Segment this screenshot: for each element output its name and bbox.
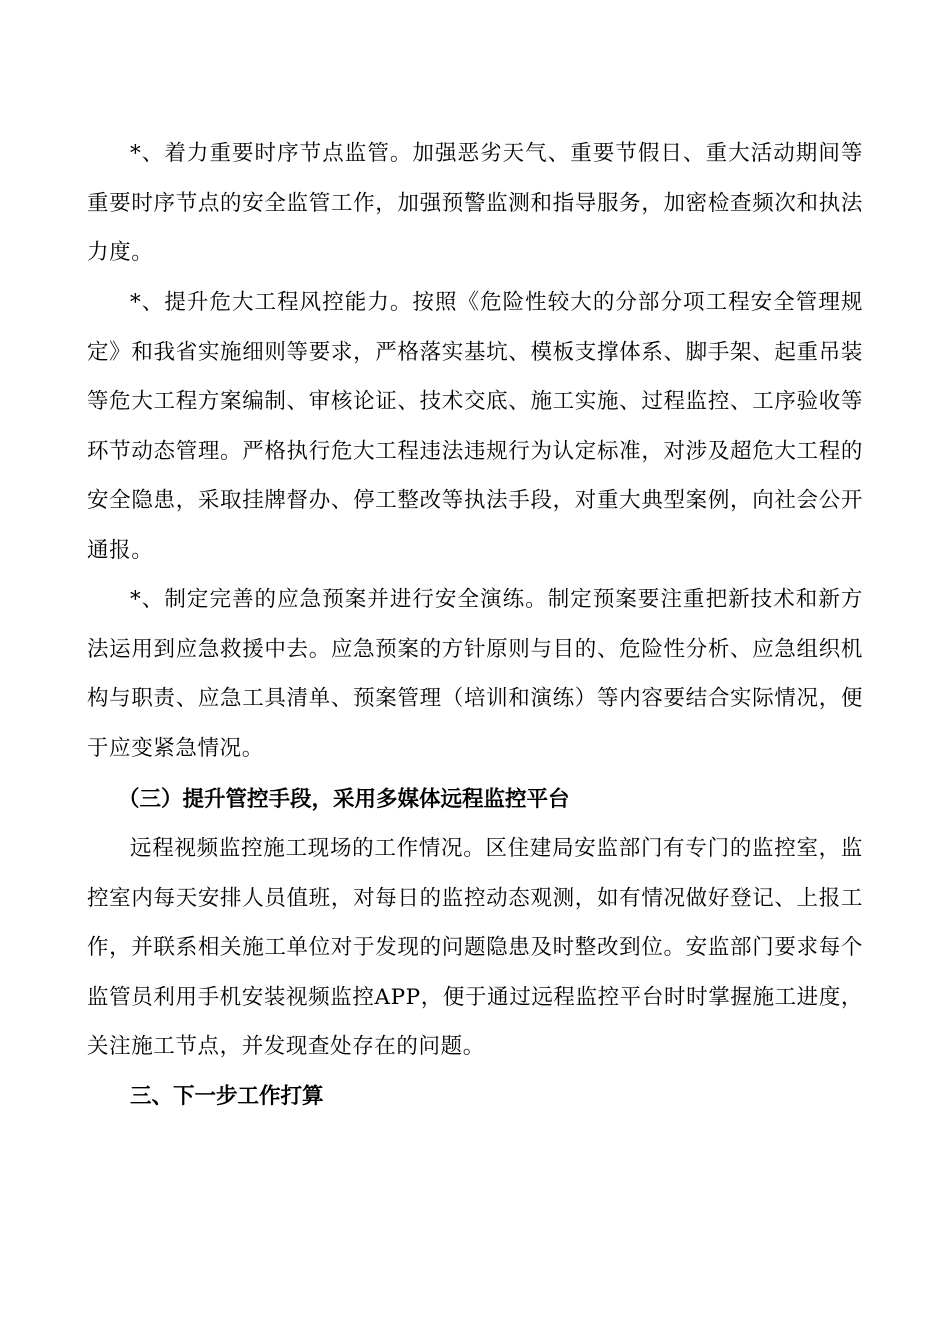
section-heading-remote-monitoring: （三）提升管控手段，采用多媒体远程监控平台	[118, 787, 570, 812]
paragraph-remote-video-monitoring: 远程视频监控施工现场的工作情况。区住建局安监部门有专门的监控室，监控室内每天安排人员值班，对每日的监控动态观测，如有情况做好登记、上报工作，并联系相关施工单位对于发现的问题隐患及时整改到位。安监部门要求每个监管员利用手机安装视频监控APP，便于通过远程监控平台时时掌握施工进度，关注施工节点，并发现查处存在的问题。	[87, 836, 863, 1059]
section-heading-next-steps: 三、下一步工作打算	[130, 1084, 324, 1109]
paragraph-major-project-risk-control: *、提升危大工程风控能力。按照《危险性较大的分部分项工程安全管理规定》和我省实施细则等要求，严格落实基坑、模板支撑体系、脚手架、起重吊装等危大工程方案编制、审核论证、技术交底、施工实施、过程监控、工序验收等环节动态管理。严格执行危大工程违法违规行为认定标准，对涉及超危大工程的安全隐患，采取挂牌督办、停工整改等执法手段，对重大典型案例，向社会公开通报。	[87, 290, 863, 563]
paragraph-emergency-plan: *、制定完善的应急预案并进行安全演练。制定预案要注重把新技术和新方法运用到应急救援中去。应急预案的方针原则与目的、危险性分析、应急组织机构与职责、应急工具清单、预案管理（培训和演练）等内容要结合实际情况，便于应变紧急情况。	[87, 587, 863, 761]
paragraph-time-node-supervision: *、着力重要时序节点监管。加强恶劣天气、重要节假日、重大活动期间等重要时序节点的安全监管工作，加强预警监测和指导服务，加密检查频次和执法力度。	[87, 141, 863, 265]
